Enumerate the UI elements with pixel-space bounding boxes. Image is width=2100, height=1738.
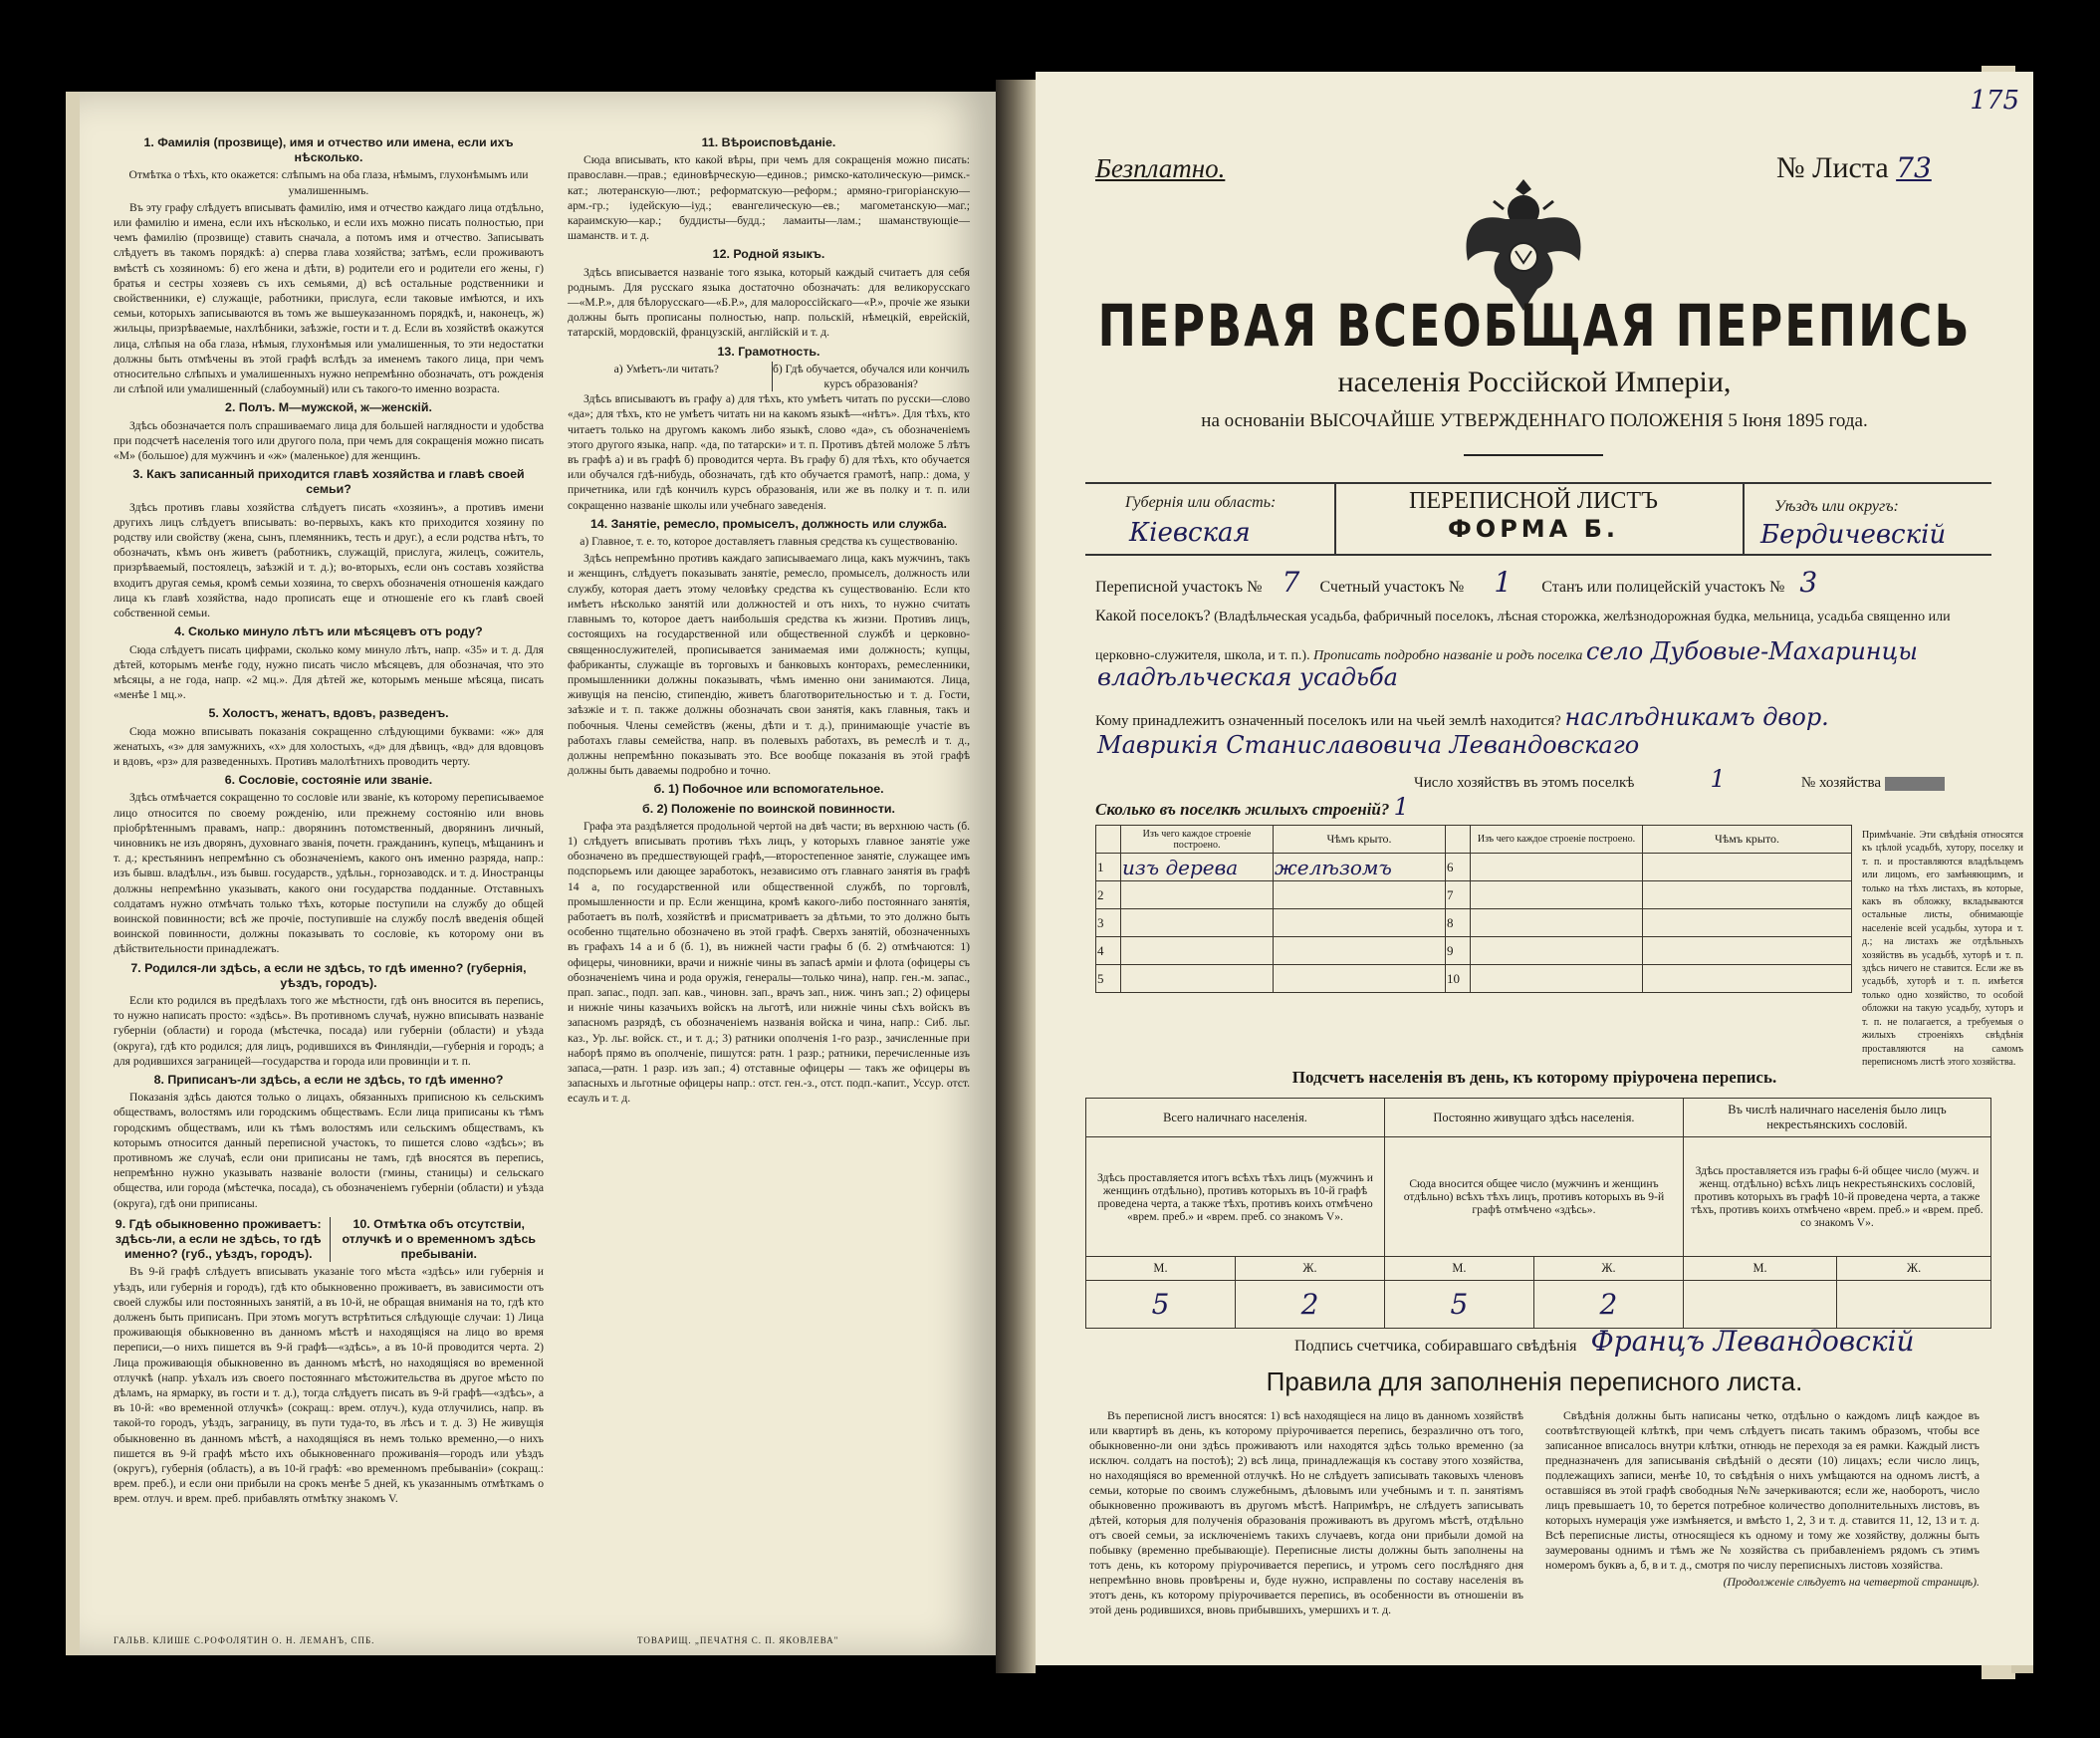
section-4-text: Сюда слѣдуетъ писать цифрами, сколько кому минуло лѣтъ, напр. «35» и т. д. Для дѣтей, которымъ менѣе году, нужно писать число мѣсяцевъ, для обозначая, что это мѣсяцы, а не года, напр. «2 мц.». Для дѣтей же, которымъ меньше мѣсяца, писать «менѣе 1 мц.». <box>114 642 544 702</box>
section-3-text: Здѣсь противъ главы хозяйства слѣдуетъ писать «хозяинъ», а противъ имени другихъ лицъ слѣдуетъ вписывать: во-первыхъ, какъ кто приходится хозяину по родству или свойству (жена, сынъ, племянникъ, тесть и друг.), а если родства нѣтъ, то обозначать, кѣмъ онъ живетъ (работникъ, служащій, прислуга, жилецъ, сожитель, призрѣваемый, постоялецъ, заѣзжій и т. д.); во-вторыхъ, если онъ составъ хозяйства входитъ другая семья, кромѣ семьи хозяина, то сверхъ обозначенія отношенія каждаго лица къ главѣ хозяйства, надо прописать еще и отношеніе его къ главѣ своей собственной семьи. <box>114 500 544 621</box>
rules-right-text: Свѣдѣнія должны быть написаны четко, отдѣльно о каждомъ лицѣ каждое въ соотвѣтствующей клѣткѣ, при чемъ слѣдуетъ писать такимъ образомъ, чтобы все записанное вписалось внутри клѣтки, отнюдь не переходя за ея рамки. Каждый листъ предназначенъ для записыванія свѣдѣній о десяти (10) лицахъ; если число лицъ, подлежащихъ записи, менѣе 10, то свѣдѣнія о нихъ умѣщаются на одномъ листѣ, а оставшіяся въ этой графѣ свободныя №№ зачеркиваются; если же, наоборотъ, число лицъ превышаетъ 10, то берется потребное количество дополнительныхъ листовъ, въ которыхъ нумерація уже измѣняется, и вмѣсто 1, 2, 3 и т. д. ставится 11, 12, 13 и т. д. Всѣ переписные листы, относящіеся къ одному и тому же хозяйству, должны быть заумерованы однимъ и тѣмъ же № хозяйства съ прибавленіемъ рядомъ съ этимъ номеромъ буквъ а, б, в и т. д., смотря по числу переписныхъ листовъ хозяйства. <box>1545 1408 1980 1572</box>
owner-line <box>1095 703 1982 731</box>
stan-value: 3 <box>1799 566 1818 599</box>
bld-row-num: 8 <box>1446 909 1471 937</box>
bld-row-num: 1 <box>1096 854 1121 881</box>
section-6-text: Здѣсь отмѣчается сокращенно то сословіе или званіе, къ которому переписываемое лицо относится по своему рожденію, или прежнему состоянію или вновь пріобрѣтеннымъ правамъ, напр.: дворянинъ потомственный, дворянинъ личный, чиновникъ не изъ дворянъ, духовнаго званія, почетн. гражданинъ, купецъ, мѣщанинъ и т. д.; крестьянинъ непремѣнно съ обозначеніемъ, какого онъ именно разряда, напр.: изъ бывш. владѣльч., изъ бывш. государств., удѣльн., горнозаводск. и т. д. Иностранцы должны непремѣнно указывать, какого они государства подданные. Отставныхъ солдатамъ нужно отмѣчать только тѣхъ, которые поступили на службу до общей воинской повинности; всѣ же прочіе, поступившіе на службу послѣ введенія общей воинской повинности, должны показывать то сословіе, къ которому они въ дѣйствительности принадлежатъ. <box>114 791 544 956</box>
households-line <box>1414 765 1991 793</box>
household-no-redacted <box>1885 777 1945 791</box>
section-7-title: 7. Родился-ли здѣсь, а если не здѣсь, то гдѣ именно? (губернія, уѣздъ, городъ). <box>130 960 527 990</box>
bld-row-num: 4 <box>1096 937 1121 965</box>
buildings-note: Примѣчаніе. Эти свѣдѣнія относятся къ цѣлой усадьбѣ, хутору, поселку и т. п. и проставляются владѣльцемъ или лицомъ, его замѣняющимъ, и только на тѣхъ листахъ, въ которые, какъ въ обложку, вкладываются остальные листы, обнимающіе населеніе всей усадьбы, хутора и т. д.; на листахъ же отдѣльныхъ хозяйствъ въ усадьбѣ, хуторѣ и т. п. здѣсь ничего не ставится. Если же въ усадьбѣ, хуторѣ и т. п. имѣется только одно хозяйство, то особой обложки на такую усадьбу, хуторъ и т. п. не полагается, а требуемыя о жилыхъ строеніяхъ свѣдѣнія проставляются на самомъ переписномъ листѣ этого хозяйства. <box>1862 830 2023 1068</box>
section-13-a: а) Умѣетъ-ли читать? <box>613 362 719 375</box>
left-column-1 <box>114 131 544 1509</box>
section-15-text: Графа эта раздѣляется продольной чертой на двѣ части; въ верхнюю часть (б. 1) слѣдуетъ вписывать противъ тѣхъ лицъ, у которыхъ главное занятіе уже обозначено въ предшествующей графѣ,—второстепенное занятіе, служащее имъ подспорьемъ или дающее заработокъ, независимо отъ главнаго занятія въ графѣ 14 а, по государственной или общественной службѣ, по торговлѣ, промышленности и пр. Если женщина, кромѣ какого-либо постояннаго занятія, работаетъ въ полѣ, хозяйствѣ и присматриваетъ за дѣтьми, то это должно быть особенно тщательно обозначено въ этой графѣ. Сверхъ занятій, обозначенныхъ въ графахъ 14 а и б (б. 1), въ нижней части графы б (б. 2) отмѣчаются: 1) офицеры, чиновники, врачи и нижніе чины въ запасѣ арміи и флота (офицеры съ обозначеніемъ чина и рода оружія, генералы—только чина), напр. ген.-м. запас., прап. запас., подп. зап. кав., чиновн. зап., врачъ зап., ниж. чинъ зап.; 2) офицеры и нижніе чины казачьихъ войскъ на льготѣ, или нижніе чины сѣхъ войскъ въ запасномъ разрядѣ, съ обозначеніемъ названія войска и чина, напр.: Сиб. льг. каз., Ур. льг. войск. ст., и т. д.; 3) ратники ополченія 1-го разр., зачисленные при наборѣ прямо въ ополченіе, пишутся: ратн. 1 разр.; ратники, перечисленные изъ запаса,—ратн. 1 разр. изъ зап.; 4) отставные офицеры — такъ же офицеры въ запасныхъ и льготные офицеры напр.: отст. ген.-з., отст. подп.-капит., Уссур. отст. есаулъ и т. д. <box>568 819 970 1106</box>
count-desc-row <box>1086 1137 1991 1257</box>
poselok-value: село Дубовые-Махаринцы <box>1585 637 1918 665</box>
count-title: Подсчетъ населенія въ день, къ которому пріурочена перепись. <box>1291 1068 1777 1087</box>
count-desc-2: Сюда вносится общее число (мужчинъ и женщинъ отдѣльно) всѣхъ тѣхъ лицъ, противъ которыхъ въ 9-й графѣ отмѣчено «здѣсь». <box>1384 1137 1683 1257</box>
sheet-number-value: 73 <box>1896 151 1932 184</box>
left-page-instructions <box>80 92 996 1655</box>
form-name: ФОРМА Б. <box>1447 515 1619 543</box>
count-head-1: Всего наличнаго населенія. <box>1086 1099 1385 1137</box>
bld-header-roof-left: Чѣмъ крыто. <box>1274 826 1446 854</box>
uchastok-label: Переписной участокъ № <box>1095 579 1263 596</box>
poselok-line-2 <box>1095 637 1982 665</box>
section-5-text: Сюда можно вписывать показанія сокращенно слѣдующими буквами: «ж» для женатыхъ, «з» для замужнихъ, «х» для холостыхъ, «д» для дѣвицъ, «вд» для вдовцовъ и вдовъ, «рз» для разведенныхъ. Противъ малолѣтнихъ проводить черту. <box>114 724 544 768</box>
rules-title: Правила для заполненія переписного листа. <box>1266 1366 1803 1396</box>
gubernia-label: Губернія или область: <box>1125 494 1277 511</box>
uezd-cell <box>1743 484 1993 554</box>
schetny-label: Счетный участокъ № <box>1319 579 1465 596</box>
section-7-text: Если кто родился въ предѣлахъ того же мѣстности, гдѣ онъ вносится въ перепись, то нужно написать просто: «здѣсь». Въ противномъ случаѣ, нужно вписывать названіе губерніи (области) и города (мѣстечка, посада) или губерніи (области) и уѣзда (округа), гдѣ кто родился; для лицъ, родившихся въ Финляндіи,—губернія и городъ; а для родившихся заграницей—государства и города или провинціи и т. п. <box>114 993 544 1068</box>
section-13-title: 13. Грамотность. <box>717 344 820 359</box>
zh-label: Ж. <box>1235 1257 1384 1281</box>
form-title: ПЕРЕПИСНОЙ ЛИСТЪ <box>1409 488 1658 514</box>
bld-roof: желѣзомъ <box>1274 854 1446 881</box>
uchastok-value: 7 <box>1282 566 1300 599</box>
m-label: М. <box>1384 1257 1533 1281</box>
census-subtitle: населенія Россійской Имперіи, <box>1337 366 1732 398</box>
count-values-row <box>1086 1281 1991 1329</box>
left-page-edge <box>66 92 80 1655</box>
book-gutter <box>996 80 1036 1673</box>
bld-row-num: 5 <box>1096 965 1121 993</box>
printer-footer-right: ТОВАРИЩ. „ПЕЧАТНЯ С. П. ЯКОВЛЕВА" <box>637 1635 839 1645</box>
bld-row <box>1096 854 1852 881</box>
title-divider <box>1464 454 1603 456</box>
section-1-text: Въ эту графу слѣдуетъ вписывать фамилію, имя и отчество каждаго лица отдѣльно, или фамилію и имена, если ихъ нѣсколько, и если ихъ можно писать полностью, при чемъ фамилію (прозвище) ставить сначала, а потомъ имя и отчество. Записывать слѣдуетъ въ такомъ порядкѣ: а) сперва глава хозяйства; затѣмъ, если проживаютъ вмѣстѣ съ хозяиномъ: б) его жена и дѣти, в) родители его и родители его жены, г) братья и сестры хозяевъ съ ихъ семьями, д) всѣ остальные родственники и свойственники, е) служащіе, работники, прислуга, если таковые имѣются, и ихъ семьи, которыхъ записываются въ томъ же вышеуказанномъ порядкѣ, и, наконецъ, ж) жильцы, призрѣваемые, нахлѣбники, заѣзжіе, гости и т. д. Если въ хозяйствѣ окажутся лица, слѣпыя на оба глаза, нѣмыя, глухонѣмыя или умалишенныя, то эти недостатки должны быть отмѣчены въ этой графѣ вслѣдъ за именемъ такого лица, при чемъ относительно слѣпыхъ и умалишенныхъ нужно непремѣнно обозначать, отъ рожденія ли слѣпой или умалишенный (слабоумный) или съ такого-то именно возраста. <box>114 200 544 396</box>
buildings-label: Сколько въ поселкѣ жилыхъ строеній? <box>1095 800 1390 819</box>
sheet-number-label: № Листа <box>1776 151 1889 184</box>
buildings-line <box>1095 793 1409 821</box>
schetny-value: 1 <box>1494 566 1513 599</box>
uezd-value: Бердичевскій <box>1760 520 1947 550</box>
m-label: М. <box>1086 1257 1236 1281</box>
bld-row-num: 3 <box>1096 909 1121 937</box>
count-permanent-m: 5 <box>1384 1281 1533 1329</box>
poselok-instruction: Прописать подробно названіе и родъ поселка <box>1313 648 1583 663</box>
section-4-title: 4. Сколько минуло лѣтъ или мѣсяцевъ отъ роду? <box>174 624 483 639</box>
count-nonpeasant-m <box>1683 1281 1836 1329</box>
owner-value-2: Маврикія Станиславовича Левандовскаго <box>1097 731 1640 759</box>
gubernia-value: Кіевская <box>1129 518 1251 548</box>
right-page-census-form <box>1036 72 2033 1665</box>
bld-row-num: 6 <box>1446 854 1471 881</box>
section-3-title: 3. Какъ записанный приходится главѣ хозяйства и главѣ своей семьи? <box>132 467 525 497</box>
bld-row-num: 2 <box>1096 881 1121 909</box>
census-basis: на основаніи ВЫСОЧАЙШЕ УТВЕРЖДЕННАГО ПОЛОЖЕНІЯ 5 Іюня 1895 года. <box>1201 410 1868 431</box>
poselok-hint-2: церковно-служителя, школа, и т. п.). <box>1095 648 1310 663</box>
printer-footer-left: ГАЛЬВ. КЛИШЕ С.РОФОЛЯТИН О. Н. ЛЕМАНЪ, СПБ. <box>114 1635 375 1645</box>
bld-row <box>1096 881 1852 909</box>
bld-row <box>1096 937 1852 965</box>
archive-sheet-number: 175 <box>1970 86 2019 116</box>
owner-value: наслѣдникамъ двор. <box>1564 703 1829 731</box>
signature-value: Францъ Левандовскій <box>1590 1325 1915 1358</box>
section-14-title: 14. Занятіе, ремесло, промыселъ, должность или служба. <box>590 516 947 531</box>
section-9-10-header <box>114 1213 544 1265</box>
free-label: Безплатно. <box>1095 153 1226 183</box>
stan-label: Станъ или полицейскій участокъ № <box>1541 579 1785 596</box>
section-12-text: Здѣсь вписывается названіе того языка, который каждый считаетъ для себя роднымъ. Для русскаго языка достаточно обозначать: для великорусскаго—«М.Р.», для бѣлорусскаго—«Б.Р.», для малороссійскаго—«Р.», прочіе же языки должны быть прописаны полностью, напр. польскій, нѣмецкій, еврейскій, татарскій, мордовскій, французскій, англійскій и т. д. <box>568 265 970 340</box>
bld-row <box>1096 909 1852 937</box>
count-total-m: 5 <box>1086 1281 1236 1329</box>
uezd-label: Уѣздъ или округъ: <box>1774 498 1899 515</box>
form-title-cell <box>1334 484 1733 543</box>
bld-header-roof-right: Чѣмъ крыто. <box>1643 826 1852 854</box>
section-5-title: 5. Холостъ, женатъ, вдовъ, разведенъ. <box>208 706 449 721</box>
bld-row <box>1096 965 1852 993</box>
zh-label: Ж. <box>1533 1257 1683 1281</box>
count-desc-1: Здѣсь проставляется итогъ всѣхъ тѣхъ лицъ (мужчинъ и женщинъ отдѣльно), противъ которыхъ въ 10-й графѣ проведена черта, а также тѣхъ, противъ коихъ отмѣчено «врем. преб.» и «врем. преб. со знакомъ V». <box>1086 1137 1385 1257</box>
buildings-value: 1 <box>1393 793 1409 821</box>
poselok-label: Какой поселокъ? <box>1095 608 1211 624</box>
buildings-table-header <box>1096 826 1852 854</box>
count-head-row <box>1086 1099 1991 1137</box>
section-2-title: 2. Полъ. М—мужской, ж—женскій. <box>225 400 432 415</box>
rules-left-text: Въ переписной листъ вносятся: 1) всѣ находящіеся на лицо въ данномъ хозяйствѣ или квартирѣ въ день, къ которому пріурочивается перепись, безразлично отъ того, обыкновенно-ли они здѣсь проживаютъ или находятся здѣсь только временно (за исключ. солдатъ на постоѣ); 2) всѣ лица, принадлежащія къ составу этого хозяйства, но находящіяся во временной отлучкѣ. Но не слѣдуетъ записывать таковыхъ членовъ семьи, которые по своимъ служебнымъ, дѣловымъ или учебнымъ и т. п. занятіямъ обыкновенно проживаютъ въ другомъ мѣстѣ. Напримѣръ, не слѣдуетъ записывать дѣтей, которыя для полученія образованія проживаютъ въ другомъ мѣстѣ, отдѣльно отъ своей семьи, за исключеніемъ такихъ случаевъ, когда они прибыли домой на побывку (временно пребывающіе). Переписные листы должны быть заполнены на тотъ день, къ которому пріурочивается перепись, и утромъ сего послѣдняго дня непремѣнно вновь провѣрены и, буде нужно, исправлены по составу населенія въ этотъ день, къ которому пріурочивается перепись, въ особенности въ отношеніи въ этой день родившихся, вновь прибывшихъ, умершихъ и т. д. <box>1089 1408 1523 1616</box>
section-1-sub: Отмѣтка о тѣхъ, кто окажется: слѣпымъ на оба глаза, нѣмымъ, глухонѣмымъ или умалишеннымъ. <box>128 168 529 197</box>
gubernia-cell <box>1085 484 1336 554</box>
count-head-2: Постоянно живущаго здѣсь населенія. <box>1384 1099 1683 1137</box>
count-total-zh: 2 <box>1235 1281 1384 1329</box>
households-label: Число хозяйствъ въ этомъ поселкѣ <box>1414 775 1635 791</box>
form-header-box <box>1085 482 1991 556</box>
section-11-title: 11. Вѣроисповѣданіе. <box>701 135 836 149</box>
section-6-title: 6. Сословіе, состояніе или званіе. <box>224 773 433 788</box>
poselok-line <box>1095 608 1982 625</box>
poselok-hint: (Владѣльческая усадьба, фабричный поселокъ, лѣсная сторожка, желѣзнодорожная будка, мельница, усадьба священно или <box>1214 610 1951 624</box>
count-desc-3: Здѣсь проставляется изъ графы 6-й общее число (мужч. и женщ. отдѣльно) всѣхъ лицъ некрестьянскихъ сословій, противъ которыхъ въ графѣ 10-й проведена черта, а также тѣхъ, противъ коихъ отмѣчено «врем. преб.» и «врем. преб. со знакомъ V». <box>1683 1137 1990 1257</box>
bld-row-num: 9 <box>1446 937 1471 965</box>
count-head-3: Въ числѣ наличнаго населенія было лицъ некрестьянскихъ сословій. <box>1683 1099 1990 1137</box>
section-14-text: Здѣсь непремѣнно противъ каждаго записываемаго лица, какъ мужчинъ, такъ и женщинъ, слѣдуетъ показывать занятіе, ремесло, промыселъ, должность или службу, которая даетъ этому человѣку средства къ существованію. Если кто имѣетъ нѣсколько занятій или должностей и отъ нихъ, то нужно считать главнымъ то, которое даетъ наибольшія средства къ жизни. Противъ лицъ, состоящихъ на государственной или общественной службѣ и церковно-священнослужителей, прописывается занимаемая ими должность; купцы, фабриканты, служащіе въ торговыхъ и банковыхъ конторахъ, ремесленники, промышленники должны показывать, чѣмъ именно они занимаются. Лица, живущія на пенсію, стипендію, живетъ благотворительностью и т. д. Гости, заѣзжіе и т. п. также должны обозначать свои занятія, какъ главныя, такъ и побочныя. Члены семействъ (жены, дѣти и т. д.), принимающіе участіе въ работахъ главы семейства, напр. въ полевыхъ работахъ, въ ремеслѣ и т. д., должны непремѣнно показывать это. Все вообще показанія въ этой графѣ должны быть даваемы подробно и точно. <box>568 552 970 778</box>
bld-header-material-left: Изъ чего каждое строеніе построено. <box>1121 826 1274 854</box>
census-title: ПЕРВАЯ ВСЕОБЩАЯ ПЕРЕПИСЬ <box>1097 292 1972 360</box>
section-1-title: 1. Фамилія (прозвище), имя и отчество или имена, если ихъ нѣсколько. <box>143 135 514 165</box>
rules-continue: (Продолженіе слѣдуетъ на четвертой страницѣ). <box>1723 1575 1980 1589</box>
section-15-title2: б. 2) Положеніе по воинской повинности. <box>642 801 895 816</box>
section-2-text: Здѣсь обозначается полъ спрашиваемаго лица для большей наглядности и удобства при подсчетѣ населенія того или другого пола, при чемъ для сокращенія можно писать «М» (большое) для мужчинъ и «ж» (маленькое) для женщинъ. <box>114 418 544 463</box>
household-no-label: № хозяйства <box>1800 775 1882 791</box>
section-9-text: Въ 9-й графѣ слѣдуетъ вписывать указаніе того мѣста «здѣсь» или губернія и уѣздъ, или губернія и городъ), гдѣ кто обыкновенно проживаетъ, въ зависимости отъ своей службы или постоянныхъ занятій, а въ 10-й, не обращая вниманія на то, гдѣ кто долженъ быть приписанъ. При этомъ могутъ встрѣтиться слѣдующіе случаи: 1) Лица проживающія обыкновенно въ данномъ мѣстѣ и находящіяся на лицо во время переписи,—о нихъ пишется въ 9-й графѣ—«здѣсь», а въ 10-й проводится черта. 2) Лица проживающія обыкновенно въ данномъ мѣстѣ, но находящіяся во временной отлучкѣ (напр. уѣхалъ изъ своего постояннаго мѣстожительства въ другое мѣсто по дѣламъ, на ярмарку, въ гости и т. д.), тогда слѣдуетъ писать въ 9-й графѣ—«здѣсь», а въ 10-й: «во временной отлучкѣ» (сокращ.: врем. отлуч.), куда отлучились, напр. въ такой-то городъ, уѣздъ, заграницу, въ пути туда-то, въ лѣсъ и т. д. 3) Не живущія обыкновенно въ данномъ мѣстѣ, а находящіяся въ немъ только временно,—о нихъ пишется въ 9-й графѣ мѣсто ихъ обыкновеннаго проживанія—городъ или уѣздъ (округъ), губернія (область), а въ 10-й графѣ: «во временномъ пребываніи» (сокращ.: врем. преб.), и если они прибыли на срокъ менѣе 5 дней, къ указаннымъ отмѣткамъ о врем. отлуч. и врем. преб. прибавлять отмѣтку знакомъ V. <box>114 1265 544 1506</box>
section-10-title: 10. Отмѣтка объ отсутствіи, отлучкѣ и о временномъ здѣсь пребываніи. <box>330 1217 545 1263</box>
section-9-title: 9. Гдѣ обыкновенно проживаетъ: здѣсь-ли, а если не здѣсь, то гдѣ именно? (губ., уѣздъ, городъ). <box>115 1216 322 1262</box>
bld-header-material-right: Изъ чего каждое строеніе построено. <box>1471 826 1643 854</box>
count-mzh-row <box>1086 1257 1991 1281</box>
section-13-subheads <box>568 362 970 391</box>
section-13-b: б) Гдѣ обучается, обучался или кончилъ курсъ образованія? <box>773 362 970 391</box>
section-15-title: б. 1) Побочное или вспомогательное. <box>653 782 884 797</box>
left-column-2 <box>568 131 970 1109</box>
bld-row-num: 7 <box>1446 881 1471 909</box>
zh-label: Ж. <box>1837 1257 1991 1281</box>
owner-label: Кому принадлежитъ означенный поселокъ или на чьей землѣ находится? <box>1095 713 1561 729</box>
signature-line <box>1294 1325 1915 1358</box>
section-14-a: а) Главное, т. е. то, которое доставляетъ главныя средства къ существованію. <box>580 535 958 549</box>
signature-label: Подпись счетчика, собиравшаго свѣдѣнія <box>1294 1338 1577 1355</box>
population-count-table <box>1085 1098 1991 1329</box>
uchastok-line <box>1095 566 1972 599</box>
section-13-text: Здѣсь вписываютъ въ графу а) для тѣхъ, кто умѣетъ читать по русски—слово «да»; для тѣхъ, кто не умѣетъ читать ни на какомъ языкѣ—«нѣтъ». Для тѣхъ, кто читаетъ только на другомъ какомъ либо языкѣ, слово «да», съ обозначеніемъ этого другого языка, напр. «да, по татарски» и т. п. Противъ дѣтей моложе 5 лѣтъ въ графѣ а) и въ графѣ б) проводится черта. Въ графу б) для тѣхъ, кто обучается или обучался гдѣ-нибудь, обозначать, гдѣ кто обучается грамотѣ, напр.: дома, у причетника, или гдѣ кончилъ курсъ образованія, или же въ полку и т. п. или сокращенно названіе школы или учебнаго заведенія. <box>568 392 970 512</box>
count-permanent-zh: 2 <box>1533 1281 1683 1329</box>
rules-column-left <box>1089 1408 1523 1619</box>
bld-material: изъ дерева <box>1121 854 1274 881</box>
bld-row-num: 10 <box>1446 965 1471 993</box>
section-11-text: Сюда вписывать, кто какой вѣры, при чемъ для сокращенія можно писать: православн.—прав.; единовѣрческую—единов.; римско-католическую—римск.-кат.; лютеранскую—лют.; реформатскую—реформ.; армяно-григоріанскую—арм.-гр.; іудейскую—іуд.; евангелическую—ев.; магометанскую—маг.; караимскую—кар.; буддисты—будд.; ламаиты—лам.; шаманствующіе—шаманств. и т. д. <box>568 153 970 243</box>
poselok-value-2: владѣльческая усадьба <box>1097 663 1398 691</box>
sheet-number <box>1776 151 1932 185</box>
buildings-table <box>1095 825 1852 993</box>
m-label: М. <box>1683 1257 1836 1281</box>
count-nonpeasant-zh <box>1837 1281 1991 1329</box>
section-8-title: 8. Приписанъ-ли здѣсь, а если не здѣсь, то гдѣ именно? <box>153 1072 504 1087</box>
rules-column-right <box>1545 1408 1980 1590</box>
households-value: 1 <box>1710 765 1726 793</box>
section-8-text: Показанія здѣсь даются только о лицахъ, обязанныхъ приписною къ сельскимъ обществамъ, волостямъ или городскимъ обществамъ. Если лица приписаны къ тѣмъ городскимъ обществамъ, или къ тѣмъ волостямъ или сельскимъ обществамъ, къ которымъ относится данный переписной участокъ, то пишется слово «здѣсь»; въ противномъ же случаѣ, если они приписаны не тамъ, гдѣ вносятся въ перепись, непремѣнно нужно указывать названіе волости (гмины, станицы) и сельскаго общества, или города (мѣстечка, посада), съ обозначеніемъ губерніи (области) и уѣзда (округа), гдѣ они приписаны. <box>114 1091 544 1210</box>
section-12-title: 12. Родной языкъ. <box>712 247 825 262</box>
